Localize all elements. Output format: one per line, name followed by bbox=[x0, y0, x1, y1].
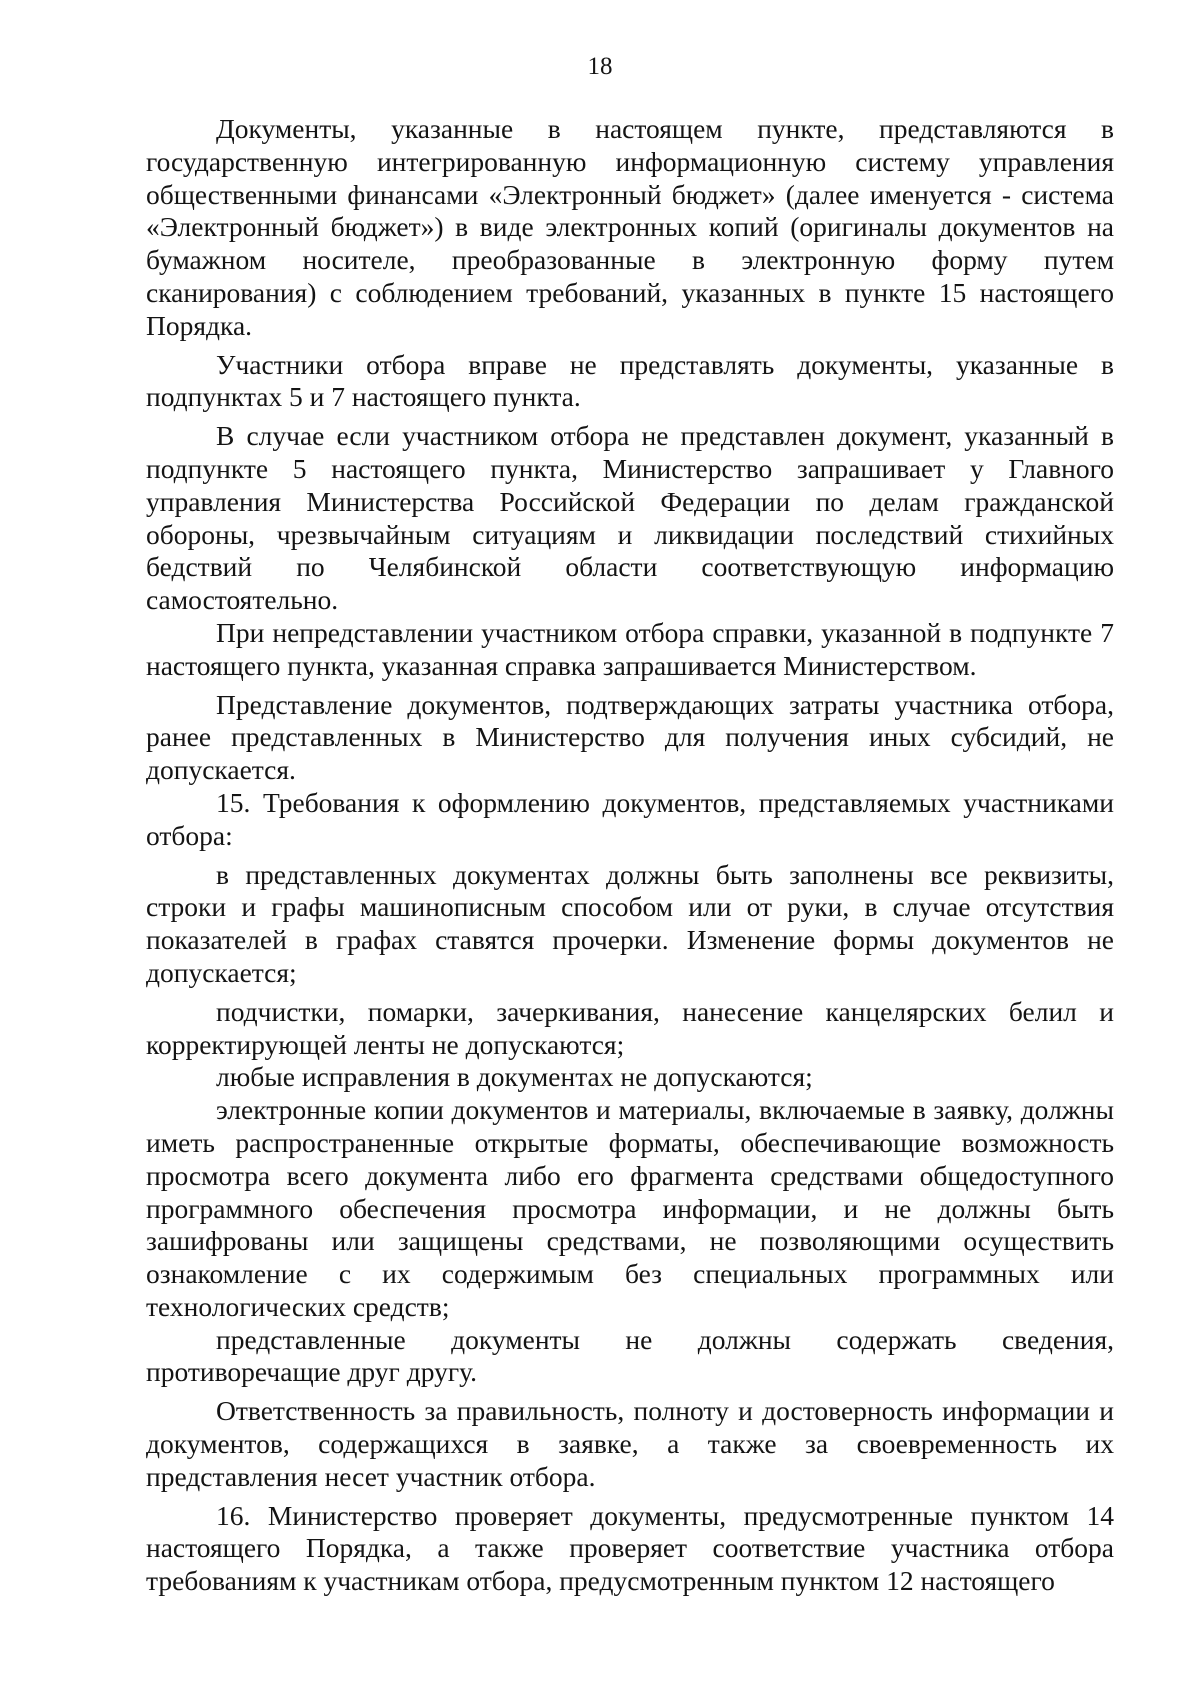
paragraph-responsibility: Ответственность за правильность, полноту и достоверность информации и документов, содержащихся в заявке, а также за своевременность их представления несет участник отбора. bbox=[146, 1395, 1114, 1492]
paragraph-no-erasures: подчистки, помарки, зачеркивания, нанесение канцелярских белил и корректирующей ленты не допускаются; bbox=[146, 995, 1114, 1060]
paragraph-item-16: 16. Министерство проверяет документы, предусмотренные пунктом 14 настоящего Порядка, а также проверяет соответствие участника отбора требованиям к участникам отбора, предусмотренным пунктом 12 настоящего bbox=[146, 1499, 1114, 1597]
paragraph-electronic-copies: электронные копии документов и материалы, включаемые в заявку, должны иметь распространенные открытые форматы, обеспечивающие возможность просмотра всего документа либо его фрагмента средствами общедоступного программного обеспечения просмотра информации, и не должны быть зашифрованы или защищены средствами, не позволяющими осуществить ознакомление с их содержимым без специальных программных или технологических средств; bbox=[146, 1094, 1114, 1322]
paragraph-cost-documents: Представление документов, подтверждающих затраты участника отбора, ранее представленных в Министерство для получения иных субсидий, не допускается. bbox=[146, 688, 1114, 786]
page-number: 18 bbox=[587, 53, 613, 80]
paragraph-participants-right: Участники отбора вправе не представлять документы, указанные в подпунктах 5 и 7 настоящего пункта. bbox=[146, 348, 1114, 413]
paragraph-requisites-filled: в представленных документах должны быть заполнены все реквизиты, строки и графы машинописным способом или от руки, в случае отсутствия показателей в графах ставятся прочерки. Изменение формы документов не допускается; bbox=[146, 858, 1114, 988]
paragraph-certificate-request: При непредставлении участником отбора справки, указанной в подпункте 7 настоящего пункта, указанная справка запрашивается Министерством. bbox=[146, 616, 1114, 681]
document-body bbox=[146, 113, 1114, 1598]
paragraph-no-contradictions: представленные документы не должны содержать сведения, противоречащие друг другу. bbox=[146, 1323, 1114, 1388]
paragraph-ministry-request: В случае если участником отбора не представлен документ, указанный в подпункте 5 настоящего пункта, Министерство запрашивает у Главного управления Министерства Российской Федерации по делам гражданской обороны, чрезвычайным ситуациям и ликвидации последствий стихийных бедствий по Челябинской области соответствующую информацию самостоятельно. bbox=[146, 420, 1114, 616]
paragraph-item-15-heading: 15. Требования к оформлению документов, представляемых участниками отбора: bbox=[146, 786, 1114, 851]
paragraph-documents-submission: Документы, указанные в настоящем пункте, представляются в государственную интегрированную информационную систему управления общественными финансами «Электронный бюджет» (далее именуется - система «Электронный бюджет») в виде электронных копий (оригиналы документов на бумажном носителе, преобразованные в электронную форму путем сканирования) с соблюдением требований, указанных в пункте 15 настоящего Порядка. bbox=[146, 113, 1114, 341]
paragraph-no-corrections: любые исправления в документах не допускаются; bbox=[216, 1061, 813, 1093]
